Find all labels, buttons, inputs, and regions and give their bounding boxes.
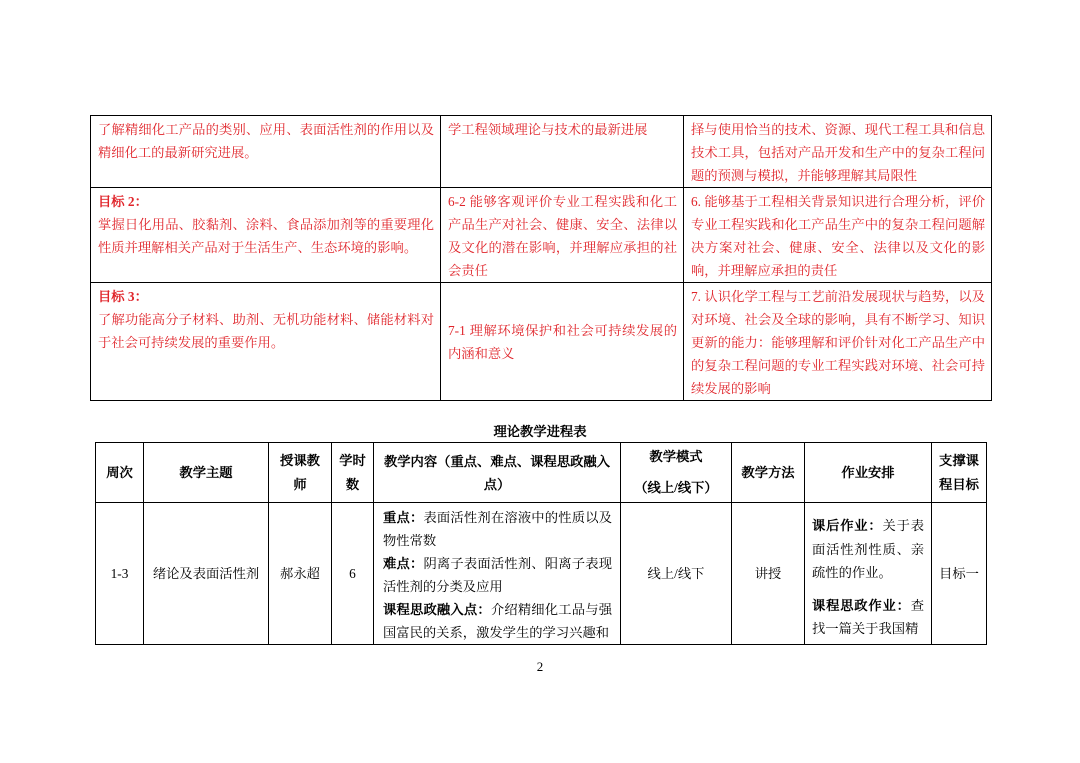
- header-topic: 教学主题: [144, 443, 269, 503]
- requirement-cell: [684, 116, 992, 188]
- method-cell: 讲授: [732, 503, 805, 645]
- mode-cell: 线上/线下: [621, 503, 732, 645]
- header-hours: 学时数: [332, 443, 374, 503]
- indicator-text: 学工程领域理论与技术的最新进展: [448, 122, 648, 137]
- homework-text: 关于表面活性剂性质、亲疏性的作业。: [812, 518, 925, 580]
- homework-cell: [805, 503, 932, 645]
- content-ideology: [383, 598, 612, 644]
- week-cell: 1-3: [96, 503, 144, 645]
- indicator-text: 7-1 理解环境保护和社会可持续发展的内涵和意义: [448, 322, 677, 361]
- indicator-cell: [441, 283, 684, 401]
- objective-heading: 目标 2：: [98, 194, 148, 209]
- homework-after-class: [812, 514, 924, 585]
- homework-ideology: [812, 594, 924, 641]
- indicator-cell: [441, 116, 684, 188]
- schedule-table: [95, 442, 987, 645]
- requirement-cell: [684, 188, 992, 283]
- content-label: 课程思政融入点：: [383, 602, 491, 617]
- requirement-cell: [684, 283, 992, 401]
- requirement-text: 择与使用恰当的技术、资源、现代工程工具和信息技术工具，包括对产品开发和生产中的复杂工程问题的预测与模拟，并能够理解其局限性: [691, 122, 985, 183]
- table-row: [96, 503, 987, 645]
- indicator-text: 6-2 能够客观评价专业工程实践和化工产品生产对社会、健康、安全、法律以及文化的潜在影响，并理解应承担的社会责任: [448, 194, 677, 278]
- objective-text: 了解功能高分子材料、助剂、无机功能材料、储能材料对于社会可持续发展的重要作用。: [98, 312, 434, 350]
- content-text: 阴离子表面活性剂、阳离子表现活性剂的分类及应用: [383, 556, 613, 594]
- objective-text: 了解精细化工产品的类别、应用、表面活性剂的作用以及精细化工的最新研究进展。: [98, 122, 434, 160]
- objective-cell: [91, 188, 441, 283]
- content-cell: [374, 503, 621, 645]
- objectives-table: [90, 115, 992, 401]
- content-box: [374, 503, 620, 644]
- content-label: 难点：: [383, 556, 424, 571]
- homework-label: 课后作业：: [812, 518, 883, 533]
- requirement-text: 6. 能够基于工程相关背景知识进行合理分析，评价专业工程实践和化工产品生产中的复杂工程问题解决方案对社会、健康、安全、法律以及文化的影响，并理解应承担的责任: [691, 194, 985, 278]
- objective-row: [91, 188, 992, 283]
- header-objective: 支撑课程目标: [932, 443, 987, 503]
- header-content: 教学内容（重点、难点、课程思政融入点）: [374, 443, 621, 503]
- header-mode-title: 教学模式: [649, 449, 703, 464]
- teacher-cell: 郝永超: [269, 503, 332, 645]
- content-key-point: [383, 506, 612, 552]
- content-difficulty: [383, 552, 612, 598]
- content-text: 表面活性剂在溶液中的性质以及物性常数: [383, 510, 613, 548]
- objective-cell: [91, 283, 441, 401]
- objective-heading: 目标 3：: [98, 289, 148, 304]
- content-text: 介绍精细化工品与强国富民的关系，激发学生的学习兴趣和: [383, 602, 613, 640]
- objective-cell: [91, 116, 441, 188]
- header-mode-subtitle: （线上/线下）: [634, 480, 718, 495]
- homework-label: 课程思政作业：: [812, 597, 911, 613]
- indicator-cell: [441, 188, 684, 283]
- objective-cell: 目标一: [932, 503, 987, 645]
- content-label: 重点：: [383, 510, 424, 525]
- objective-text: 掌握日化用品、胶黏剂、涂料、食品添加剂等的重要理化性质并理解相关产品对于生活生产、生态环境的影响。: [98, 217, 434, 255]
- schedule-title: 理论教学进程表: [493, 424, 587, 439]
- header-method: 教学方法: [732, 443, 805, 503]
- homework-text: 查找一篇关于我国精: [812, 597, 924, 636]
- requirement-text: 7. 认识化学工程与工艺前沿发展现状与趋势，以及对环境、社会及全球的影响，具有不断学习、知识更新的能力：能够理解和评价针对化工产品生产中的复杂工程问题的专业工程实践对环境、社会可持续发展的影响: [691, 289, 985, 396]
- header-week: 周次: [96, 443, 144, 503]
- hours-cell: 6: [332, 503, 374, 645]
- topic-cell: 绪论及表面活性剂: [144, 503, 269, 645]
- page-number: 2: [536, 659, 544, 674]
- objective-row: [91, 283, 992, 401]
- homework-box: [805, 503, 931, 644]
- header-mode: [621, 443, 732, 503]
- header-homework: 作业安排: [805, 443, 932, 503]
- header-teacher: 授课教师: [269, 443, 332, 503]
- schedule-header-row: [96, 443, 987, 503]
- objective-row: [91, 116, 992, 188]
